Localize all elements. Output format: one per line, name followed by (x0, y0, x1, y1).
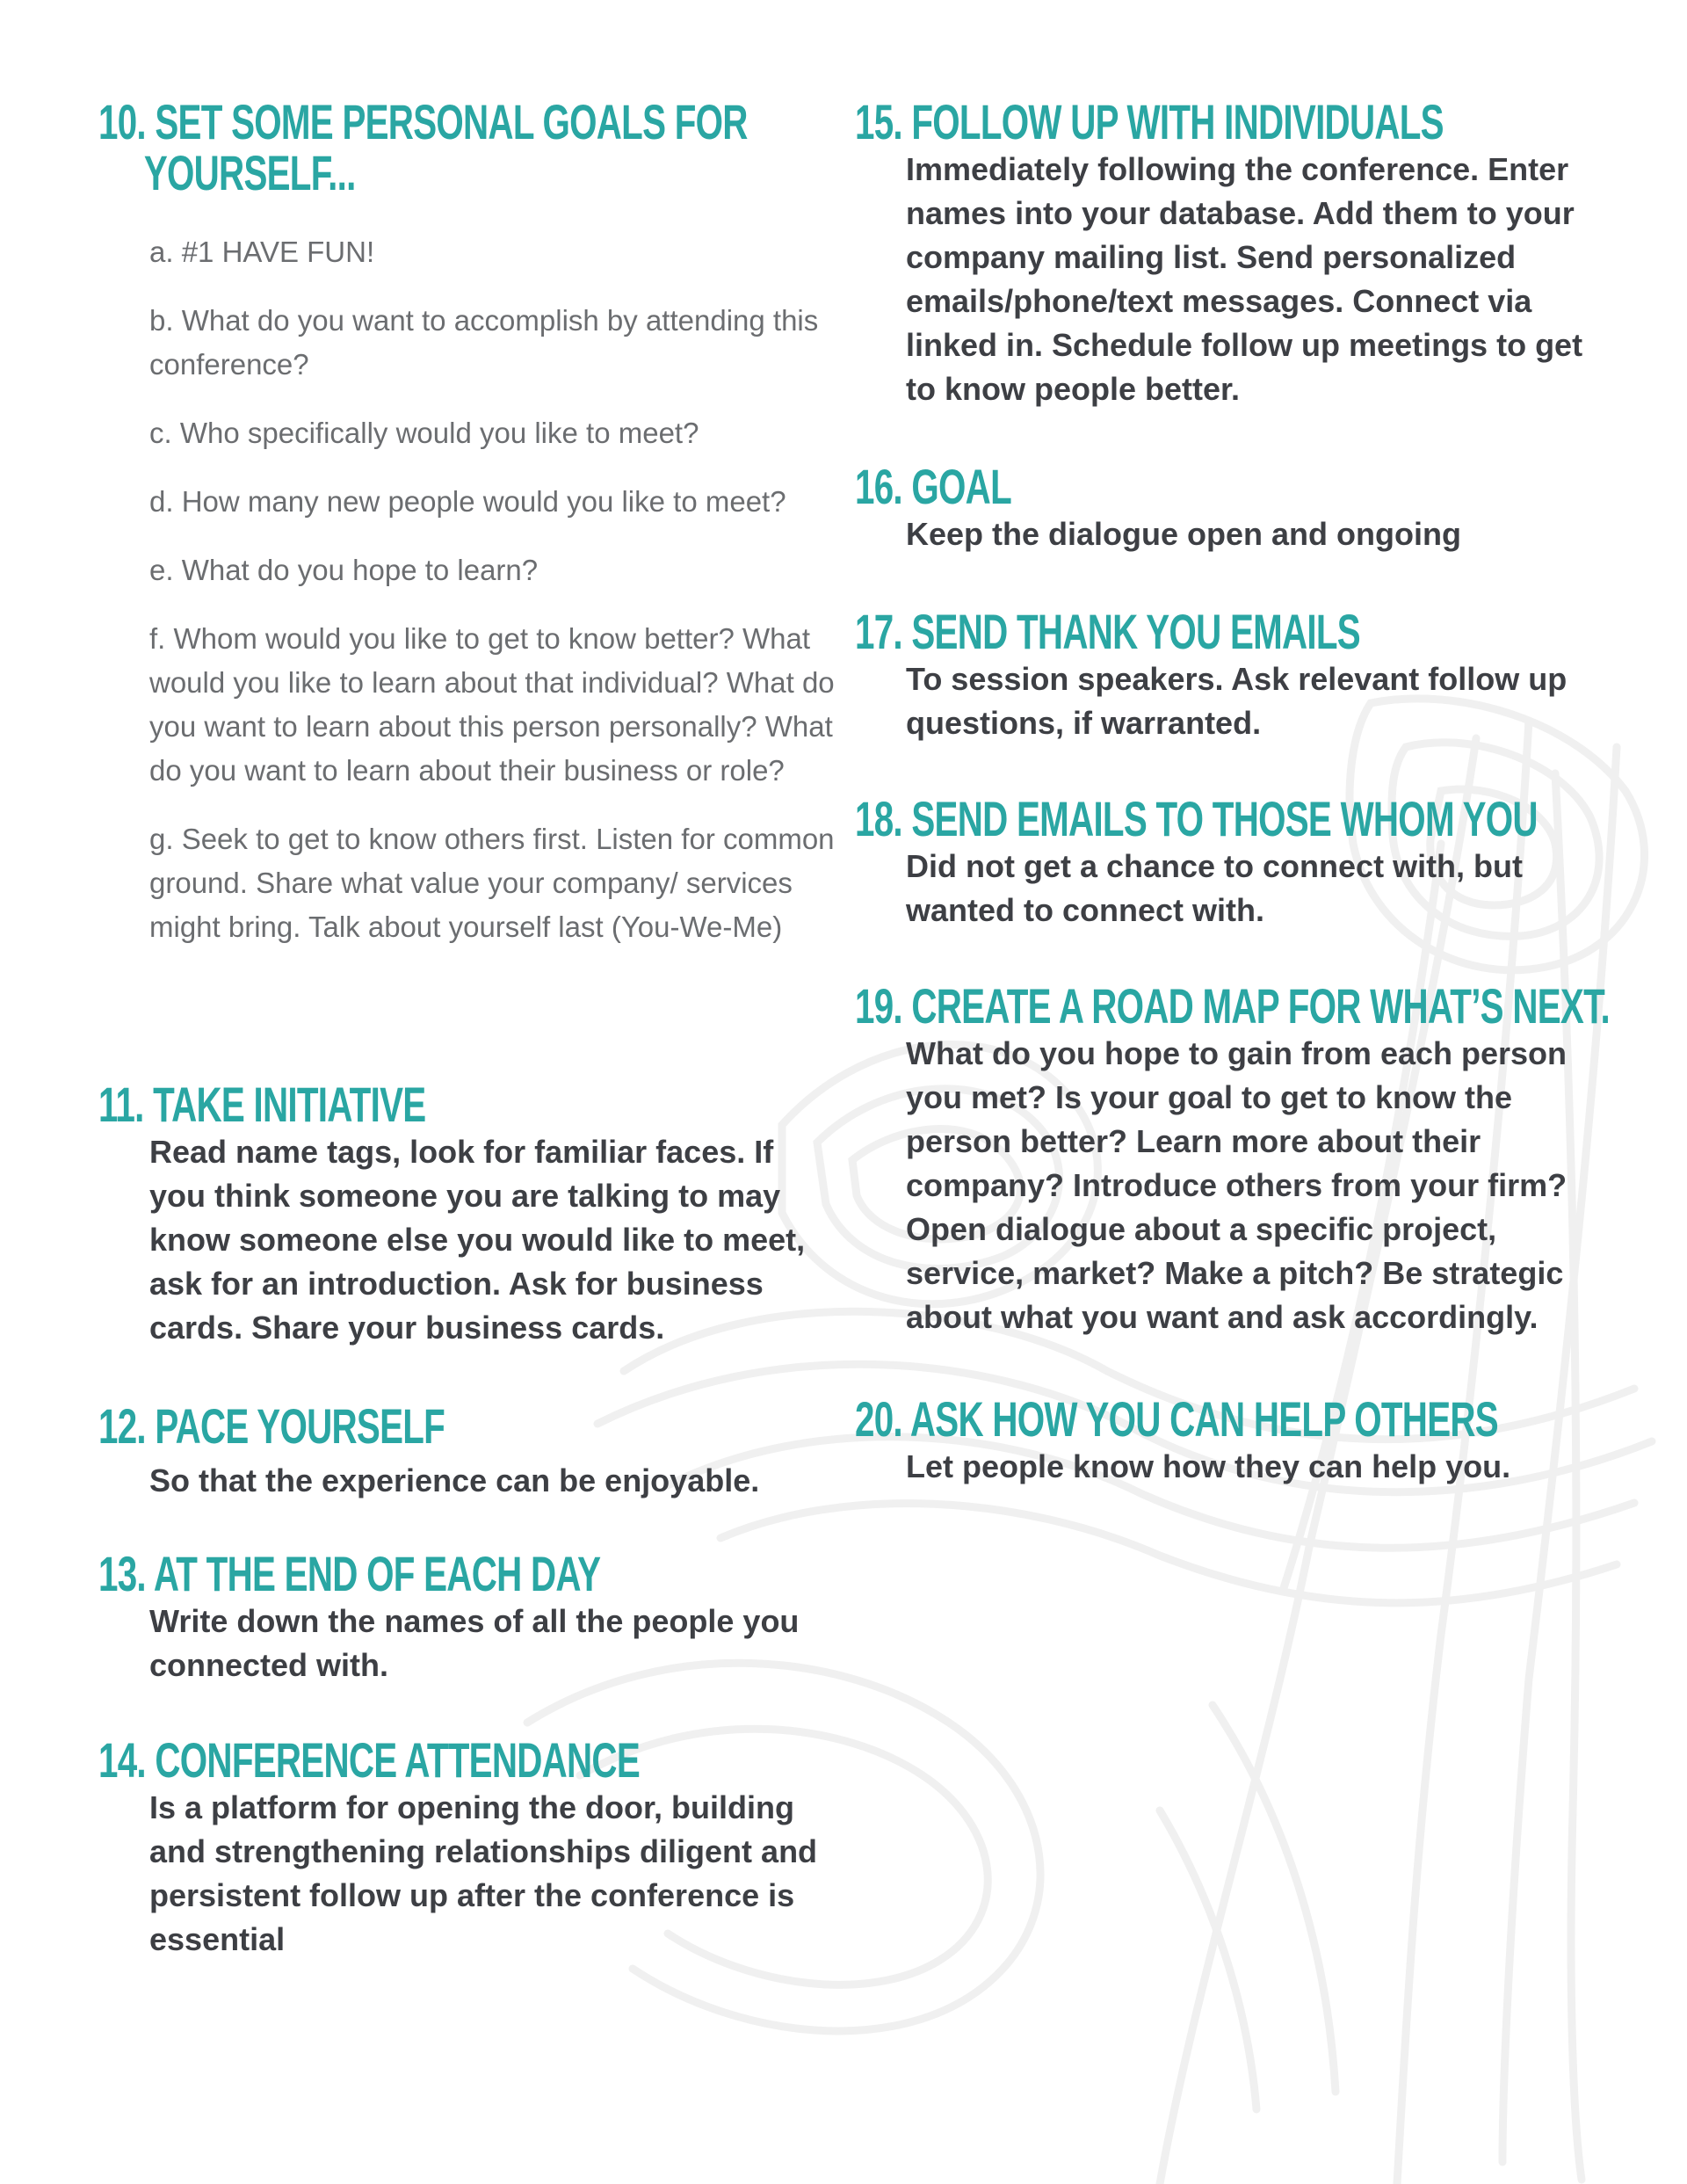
section-15-heading (855, 94, 1444, 149)
section-title-continued: YOURSELF... (143, 145, 356, 200)
section-14 (98, 1732, 836, 1962)
section-10-heading (98, 94, 748, 200)
section-title: GOAL (911, 459, 1011, 514)
section-10 (98, 94, 836, 949)
section-19-body: What do you hope to gain from each person you met? Is your goal to get to know the person better? Learn more about their company? Introduce others from your firm? Open dialogue about a specific project, service, market? Make a pitch? Be strategic about what you want and ask accordingly. (906, 1035, 1568, 1335)
goal-item-e: e. What do you hope to learn? (149, 554, 539, 586)
section-title: AT THE END OF EACH DAY (153, 1546, 601, 1601)
section-17-body: To session speakers. Ask relevant follow up questions, if warranted. (906, 661, 1568, 741)
section-19 (855, 978, 1611, 1339)
section-number: 15. (855, 94, 902, 149)
section-number: 10. (98, 94, 146, 149)
section-15-body: Immediately following the conference. Enter names into your database. Add them to your company mailing list. Send personalized emails/phone/text messages. Connect via linked in. Schedule follow up meetings to get to know people better. (906, 151, 1583, 407)
section-11 (98, 1079, 836, 1350)
section-title: SEND EMAILS TO THOSE WHOM YOU (911, 791, 1538, 846)
section-18-heading (855, 791, 1538, 846)
section-title: CREATE A ROAD MAP FOR WHAT’S NEXT. (911, 978, 1611, 1034)
section-12-body: So that the experience can be enjoyable. (149, 1462, 760, 1498)
section-number: 14. (98, 1732, 146, 1788)
section-13-heading (98, 1546, 630, 1601)
section-14-heading (98, 1732, 640, 1788)
section-number: 19. (855, 978, 902, 1034)
section-12-heading (98, 1398, 630, 1454)
section-number: 16. (855, 459, 902, 514)
section-number: 13. (98, 1546, 146, 1601)
section-number: 17. (855, 604, 902, 659)
section-11-heading (98, 1079, 630, 1130)
section-14-body: Is a platform for opening the door, building and strengthening relationships diligent and persistent follow up after the conference is essential (149, 1789, 818, 1957)
section-20-body: Let people know how they can help you. (906, 1448, 1511, 1484)
section-16 (855, 461, 1611, 556)
section-16-heading (855, 461, 1399, 512)
goal-item-c: c. Who specifically would you like to meet? (149, 417, 699, 449)
section-title: TAKE INITIATIVE (153, 1077, 426, 1132)
section-17 (855, 606, 1611, 745)
section-title: FOLLOW UP WITH INDIVIDUALS (911, 94, 1444, 149)
section-20-heading (855, 1391, 1498, 1447)
section-number: 11. (98, 1077, 144, 1132)
section-20 (855, 1391, 1611, 1489)
section-title: CONFERENCE ATTENDANCE (155, 1732, 640, 1788)
goal-item-d: d. How many new people would you like to meet? (149, 485, 786, 518)
section-11-body: Read name tags, look for familiar faces. If you think someone you are talking to may know someone else you would like to meet, ask for an introduction. Ask for business cards. Share your business cards. (149, 1134, 806, 1346)
section-title: SET SOME PERSONAL GOALS FOR (155, 94, 748, 149)
section-18-body: Did not get a chance to connect with, but wanted to connect with. (906, 848, 1524, 928)
section-15 (855, 94, 1611, 411)
section-title: PACE YOURSELF (155, 1398, 445, 1454)
section-12 (98, 1398, 836, 1503)
section-number: 18. (855, 791, 902, 846)
section-17-heading (855, 606, 1399, 657)
section-title: SEND THANK YOU EMAILS (911, 604, 1360, 659)
section-19-heading (855, 978, 1611, 1034)
section-title: ASK HOW YOU CAN HELP OTHERS (909, 1391, 1498, 1447)
goal-item-a: a. #1 HAVE FUN! (149, 236, 375, 268)
section-18 (855, 791, 1611, 932)
goal-item-b: b. What do you want to accomplish by attending this conference? (149, 304, 819, 381)
section-number: 20. (855, 1391, 902, 1447)
section-16-body: Keep the dialogue open and ongoing (906, 516, 1461, 552)
section-13-body: Write down the names of all the people you connected with. (149, 1603, 800, 1683)
section-number: 12. (98, 1398, 146, 1454)
goal-item-f: f. Whom would you like to get to know better? What would you like to learn about that individual? What do you want to learn about this person personally? What do you want to learn about their business or role? (149, 622, 835, 787)
goal-item-g: g. Seek to get to know others first. Listen for common ground. Share what value your company/ services might bring. Talk about yourself last (You-We-Me) (149, 823, 835, 943)
section-13 (98, 1546, 836, 1687)
